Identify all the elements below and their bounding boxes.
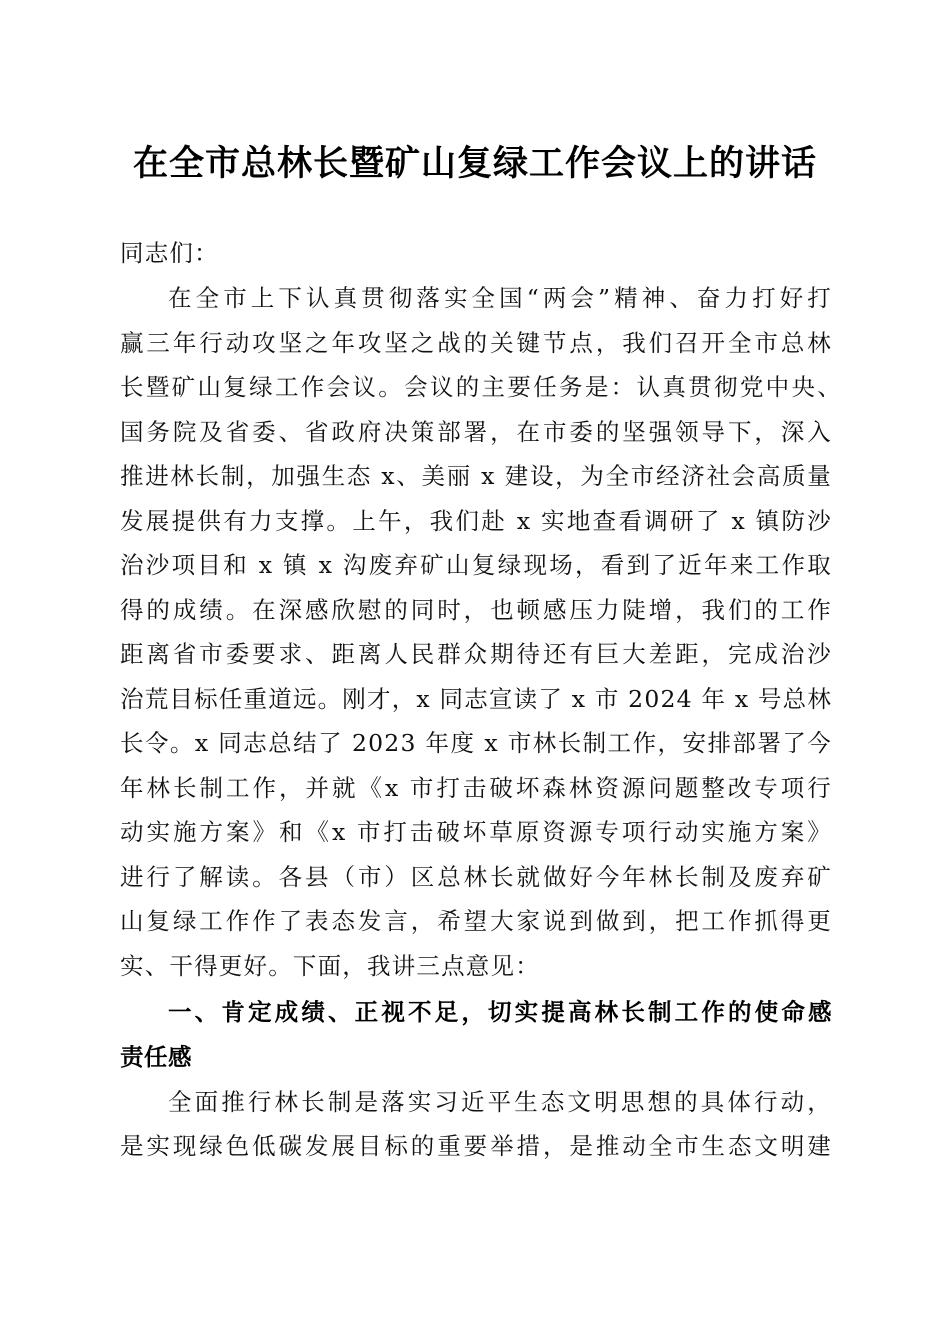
paragraph-line: 年林长制工作，并就《x 市打击破坏森林资源问题整改专项行 (120, 774, 832, 802)
paragraph-line: 山复绿工作作了表态发言，希望大家说到做到，把工作抓得更 (120, 907, 832, 935)
paragraph-line: 全面推行林长制是落实习近平生态文明思想的具体行动， (168, 1088, 832, 1116)
document-title: 在全市总林长暨矿山复绿工作会议上的讲话 (132, 143, 817, 184)
paragraph-line: 得的成绩。在深感欣慰的同时，也顿感压力陡增，我们的工作 (120, 596, 832, 624)
paragraph-line: 长令。x 同志总结了 2023 年度 x 市林长制工作，安排部署了今 (120, 729, 832, 757)
paragraph-line: 国务院及省委、省政府决策部署，在市委的坚强领导下，深入 (120, 418, 832, 446)
paragraph-line: 赢三年行动攻坚之年攻坚之战的关键节点，我们召开全市总林 (120, 329, 832, 357)
paragraph-line: 是实现绿色低碳发展目标的重要举措，是推动全市生态文明建 (120, 1132, 832, 1160)
heading-line: 一、肯定成绩、正视不足，切实提高林长制工作的使命感 (168, 998, 832, 1026)
paragraph-line: 发展提供有力支撑。上午，我们赴 x 实地查看调研了 x 镇防沙 (120, 507, 832, 535)
heading-line: 责任感 (120, 1043, 192, 1071)
paragraph-line: 治沙项目和 x 镇 x 沟废弃矿山复绿现场，看到了近年来工作取 (120, 551, 832, 579)
paragraph-line: 动实施方案》和《x 市打击破坏草原资源专项行动实施方案》 (120, 818, 832, 846)
salutation: 同志们： (120, 239, 219, 267)
paragraph-line: 进行了解读。各县（市）区总林长就做好今年林长制及废弃矿 (120, 863, 832, 891)
paragraph-line: 实、干得更好。下面，我讲三点意见： (120, 952, 540, 980)
paragraph-line: 治荒目标任重道远。刚才，x 同志宣读了 x 市 2024 年 x 号总林 (120, 685, 833, 713)
paragraph-line: 距离省市委要求、距离人民群众期待还有巨大差距，完成治沙 (120, 640, 832, 668)
paragraph-line: 推进林长制，加强生态 x、美丽 x 建设，为全市经济社会高质量 (120, 462, 832, 490)
paragraph-line: 在全市上下认真贯彻落实全国“两会”精神、奋力打好打 (168, 284, 832, 312)
paragraph-line: 长暨矿山复绿工作会议。会议的主要任务是：认真贯彻党中央、 (120, 373, 842, 401)
